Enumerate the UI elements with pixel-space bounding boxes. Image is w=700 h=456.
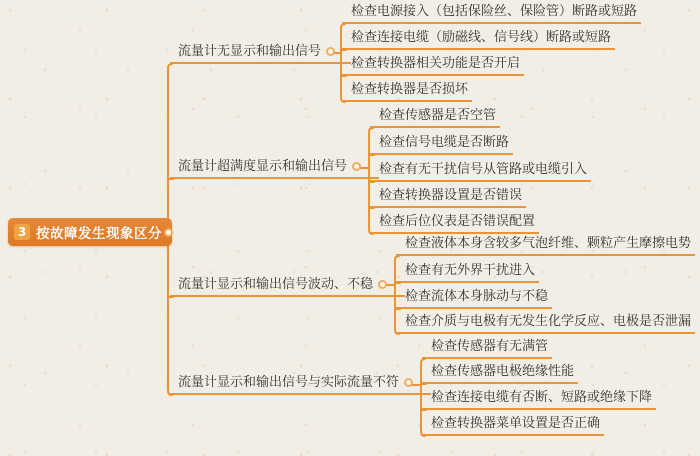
leaf-label: 检查转换器相关功能是否开启 bbox=[351, 56, 521, 71]
leaf-label: 检查信号电缆是否断路 bbox=[379, 135, 510, 150]
leaf-label: 检查电源接入（包括保险丝、保险管）断路或短路 bbox=[351, 4, 638, 19]
leaf-label: 检查连接电缆（励磁线、信号线）断路或短路 bbox=[351, 30, 612, 45]
root-connector-circle bbox=[164, 228, 173, 237]
leaf-node bbox=[370, 214, 539, 234]
branch-label: 流量计显示和输出信号与实际流量不符 bbox=[178, 375, 400, 390]
leaf-node bbox=[342, 30, 615, 50]
leaf-label: 检查传感器电极绝缘性能 bbox=[431, 364, 575, 379]
leaf-label: 检查转换器是否损坏 bbox=[351, 82, 469, 97]
leaf-node bbox=[422, 364, 578, 384]
leaf-node bbox=[422, 339, 552, 359]
leaf-node bbox=[396, 314, 695, 334]
branch-label: 流量计无显示和输出信号 bbox=[178, 44, 322, 59]
branch-node-mismatch bbox=[170, 375, 431, 395]
leaf-node bbox=[422, 390, 656, 410]
branch-label: 流量计显示和输出信号波动、不稳 bbox=[178, 277, 374, 292]
connector-circle bbox=[404, 378, 413, 387]
leaf-label: 检查传感器是否空管 bbox=[379, 108, 497, 123]
leaf-node bbox=[342, 4, 641, 24]
branch-node-fluctuation bbox=[170, 277, 405, 297]
root-node bbox=[8, 218, 172, 246]
leaf-label: 检查转换器设置是否错误 bbox=[379, 188, 523, 203]
leaf-node bbox=[370, 188, 526, 208]
leaf-label: 检查有无外界干扰进入 bbox=[405, 263, 536, 278]
branch-node-no-output bbox=[170, 44, 351, 64]
leaf-label: 检查转换器菜单设置是否正确 bbox=[431, 416, 601, 431]
branch-label: 流量计超满度显示和输出信号 bbox=[178, 159, 348, 174]
connector-circle bbox=[352, 162, 361, 171]
leaf-label: 检查液体本身含较多气泡纤维、颗粒产生摩擦电势 bbox=[405, 236, 692, 251]
leaf-label: 检查连接电缆有否断、短路或绝缘下降 bbox=[431, 390, 653, 405]
root-label: 按故障发生现象区分 bbox=[36, 226, 162, 242]
leaf-node bbox=[342, 82, 472, 102]
leaf-node bbox=[370, 108, 500, 128]
branch-node-overrange bbox=[170, 159, 379, 179]
root-number-badge: 3 bbox=[14, 224, 30, 240]
leaf-node bbox=[370, 162, 591, 182]
leaf-label: 检查传感器有无满管 bbox=[431, 339, 549, 354]
leaf-node bbox=[342, 56, 524, 76]
leaf-node bbox=[396, 236, 695, 256]
connector-circle bbox=[378, 280, 387, 289]
leaf-label: 检查流体本身脉动与不稳 bbox=[405, 289, 549, 304]
leaf-node bbox=[370, 135, 513, 155]
leaf-label: 检查介质与电极有无发生化学反应、电极是否泄漏 bbox=[405, 314, 692, 329]
connector-circle bbox=[326, 47, 335, 56]
leaf-node bbox=[396, 263, 539, 283]
leaf-label: 检查后位仪表是否错误配置 bbox=[379, 214, 536, 229]
leaf-node bbox=[422, 416, 604, 436]
leaf-node bbox=[396, 289, 552, 309]
leaf-label: 检查有无干扰信号从管路或电缆引入 bbox=[379, 162, 588, 177]
